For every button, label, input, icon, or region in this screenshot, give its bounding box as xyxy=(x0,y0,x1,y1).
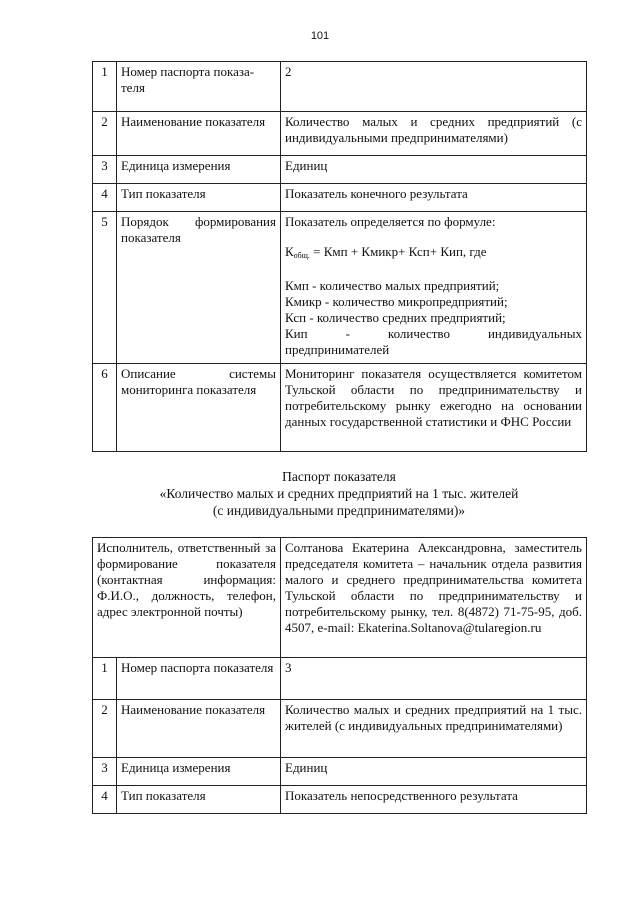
row-label: Номер паспорта показа- теля xyxy=(117,62,281,112)
row-value-formula xyxy=(281,212,587,364)
definition: Ксп - количество средних предприятий; xyxy=(285,310,506,325)
row-number: 5 xyxy=(93,212,117,364)
row-number: 4 xyxy=(93,786,117,814)
row-label: Единица измерения xyxy=(117,758,281,786)
row-number: 2 xyxy=(93,700,117,758)
row-value: Мониторинг показателя осуществляется комитетом Тульской области по предпринимательству и потребительскому рынку ежегодно на основании данных государственной статистики и ФНС России xyxy=(281,364,587,452)
table-row xyxy=(93,212,587,364)
indicator-passport-table-2 xyxy=(92,537,587,814)
row-value: 3 xyxy=(281,658,587,700)
table-row xyxy=(93,364,587,452)
row-number: 3 xyxy=(93,156,117,184)
passport-heading-line-2: «Количество малых и средних предприятий на 1 тыс. жителей xyxy=(159,486,519,501)
row-value: 2 xyxy=(281,62,587,112)
row-label: Тип показателя xyxy=(117,184,281,212)
row-label: Описание системы мониторинга показателя xyxy=(117,364,281,452)
table-row xyxy=(93,786,587,814)
executor-value: Солтанова Екатерина Александровна, заместитель председателя комитета – начальник отдела развития малого и среднего предпринимательства комитета Тульской области по предпринимательству и потребительскому рынку, тел. 8(4872) 71-75-95, доб. 4507, e-mail: Ekaterina.Soltanova@tularegion.ru xyxy=(281,538,587,658)
executor-label: Исполнитель, ответственный за формирование показателя (контактная информация: Ф.И.О., должность, телефон, адрес электронной почты) xyxy=(93,538,281,658)
definition: Кип - количество индивидуальных предпринимателей xyxy=(285,326,582,357)
table-row xyxy=(93,184,587,212)
row-number: 1 xyxy=(93,62,117,112)
row-number: 6 xyxy=(93,364,117,452)
row-number: 2 xyxy=(93,112,117,156)
table-row xyxy=(93,62,587,112)
row-value: Количество малых и средних предприятий (с индивидуальными предпринимателями) xyxy=(281,112,587,156)
row-value: Единиц xyxy=(281,156,587,184)
passport-heading-line-1: Паспорт показателя xyxy=(282,469,396,484)
table-row xyxy=(93,758,587,786)
row-label: Единица измерения xyxy=(117,156,281,184)
row-label: Наименование показателя xyxy=(117,112,281,156)
row-label: Тип показателя xyxy=(117,786,281,814)
row-number: 3 xyxy=(93,758,117,786)
passport-heading-line-3: (с индивидуальными предпринимателями)» xyxy=(212,503,466,518)
row-value: Количество малых и средних предприятий на 1 тыс. жителей (с индивидуальных предпринимателями) xyxy=(281,700,587,758)
definition: Кмп - количество малых предприятий; xyxy=(285,278,500,293)
row-number: 1 xyxy=(93,658,117,700)
table-row xyxy=(93,538,587,658)
row-label: Наименование показателя xyxy=(117,700,281,758)
row-label: Порядок формирования показателя xyxy=(117,212,281,364)
indicator-passport-table-1 xyxy=(92,61,587,452)
formula: $К_{общ.}$ = Кмп + Кмикр+ Ксп+ Кип, где xyxy=(285,244,487,260)
formula-intro: Показатель определяется по формуле: xyxy=(285,214,496,229)
row-label: Номер паспорта показателя xyxy=(117,658,281,700)
definition: Кмикр - количество микропредприятий; xyxy=(285,294,508,309)
row-number: 4 xyxy=(93,184,117,212)
table-row xyxy=(93,700,587,758)
table-row xyxy=(93,112,587,156)
page-number: 101 xyxy=(310,30,330,42)
table-row xyxy=(93,156,587,184)
row-value: Единиц xyxy=(281,758,587,786)
row-value: Показатель непосредственного результата xyxy=(281,786,587,814)
table-row xyxy=(93,658,587,700)
row-value: Показатель конечного результата xyxy=(281,184,587,212)
